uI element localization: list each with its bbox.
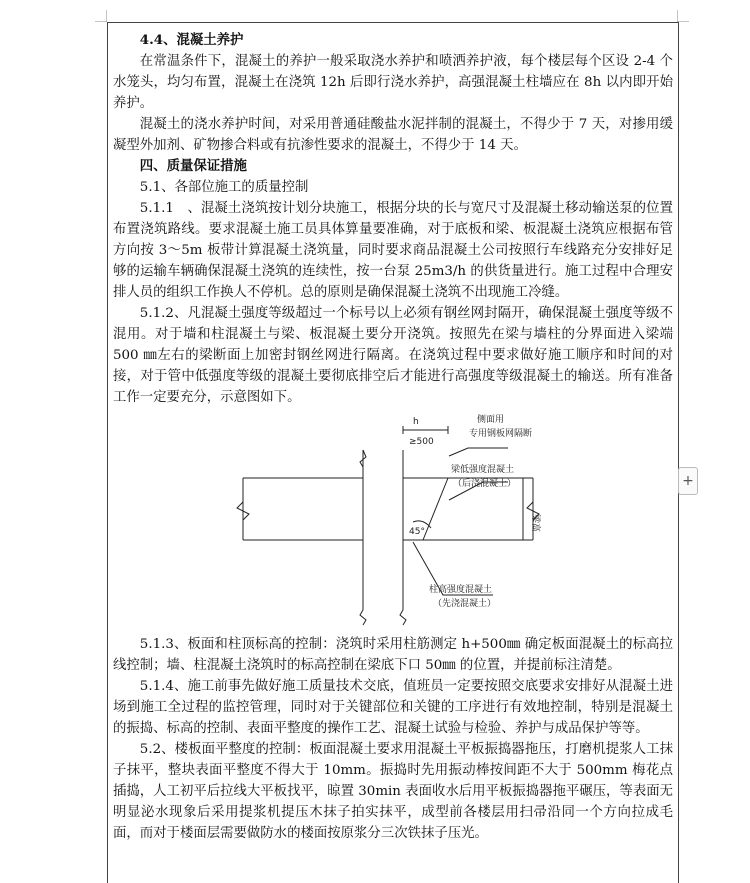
mesh-label-1: 侧面用 <box>477 415 505 425</box>
crop-mark-top-right <box>677 10 689 22</box>
beam-height-label: 梁高 <box>530 514 540 533</box>
low-strength-label-1: 梁低强度混凝土 <box>451 465 515 475</box>
mesh-label-2: 专用钢板网隔断 <box>469 429 533 439</box>
subsection-title: 5.1、各部位施工的质量控制 <box>139 180 309 195</box>
high-strength-label-1: 柱高强度混凝土 <box>429 585 493 595</box>
paragraph: 5.1.3、板面和柱顶标高的控制：浇筑时采用柱筋测定 h+500㎜ 确定板面混凝土的标高拉线控制；墙、柱混凝土浇筑时的标高控制在梁底下口 50㎜ 的位置，并提前标注清楚。 <box>113 637 673 673</box>
expand-button[interactable]: + <box>678 467 698 495</box>
paragraph: 混凝土的浇水养护时间，对采用普通硅酸盐水泥拌制的混凝土，不得少于 7 天，对掺用缓凝型外加剂、矿物掺合料或有抗渗性要求的混凝土，不得少于 14 天。 <box>113 117 673 153</box>
section-title-curing: 4.4、混凝土养护 <box>139 32 244 48</box>
document-body <box>113 30 673 844</box>
angle-label: 45° <box>409 527 425 537</box>
high-strength-label-2: （先浇混凝土） <box>433 599 497 609</box>
section-title-quality: 四、质量保证措施 <box>139 158 247 174</box>
dim-label-500: ≥500 <box>409 437 434 447</box>
crop-mark-top-left <box>95 10 107 22</box>
paragraph: 在常温条件下，混凝土的养护一般采取浇水养护和喷洒养护液，每个楼层每个区设 2-4 个水笼头，均匀布置，混凝土在浇筑 12h 后即行浇水养护，高强混凝土柱墙应在 8h 以内即开始养护。 <box>113 54 673 111</box>
dim-label-h: h <box>413 417 419 427</box>
paragraph: 5.1.2、凡混凝土强度等级超过一个标号以上必须有钢丝网封隔开，确保混凝土强度等级不混用。对于墙和柱混凝土与梁、板混凝土要分开浇筑。按照先在梁与墙柱的分界面进入梁端 500 ㎜左右的梁断面上加密封钢丝网进行隔离。在浇筑过程中要求做好施工顺序和时间的对接，对于管中低强度等级的混凝土要彻底排空后才能进行高强度等级混凝土的输送。所有准备工作一定要充分，示意图如下。 <box>113 306 673 405</box>
low-strength-label-2: （后浇混凝土） <box>453 479 517 489</box>
paragraph: 5.2、楼板面平整度的控制：板面混凝土要求用混凝土平板振捣器拖压，打磨机提浆人工抹子抹平，整块表面平整度不得大于 10mm。振捣时先用振动棒按间距不大于 500mm 梅花点插捣，人工初平后拉线大平板找平，晾置 30min 表面收水后用平板振捣器拖平碾压，等表面无明显泌水现象后采用提浆机提压木抹子拍实抹平，成型前各楼层用扫帚沿同一个方向拉成毛面，而对于楼面层需要做防水的楼面按原浆分三次铁抹子压光。 <box>113 742 673 841</box>
beam-column-joint-diagram <box>113 410 673 632</box>
paragraph: 5.1.1 、混凝土浇筑按计划分块施工，根据分块的长与宽尺寸及混凝土移动输送泵的位置布置浇筑路线。要求混凝土施工员具体算量要准确，对于底板和梁、板混凝土浇筑应根据布管方向按 3～5m 板带计算混凝土浇筑量，同时要求商品混凝土公司按照行车线路充分安排好足够的运输车辆确保混凝土浇筑的连续性，按一台泵 25m3/h 的供货量进行。施工过程中合理安排人员的组织工作换人不停机。总的原则是确保混凝土浇筑不出现施工冷缝。 <box>113 201 673 300</box>
paragraph: 5.1.4、施工前事先做好施工质量技术交底，值班员一定要按照交底要求安排好从混凝土进场到施工全过程的监控管理，同时对于关键部位和关键的工序进行有效地控制，特别是混凝土的振捣、标高的控制、表面平整度的操作工艺、混凝土试验与检验、养护与成品保护等等。 <box>113 679 673 736</box>
